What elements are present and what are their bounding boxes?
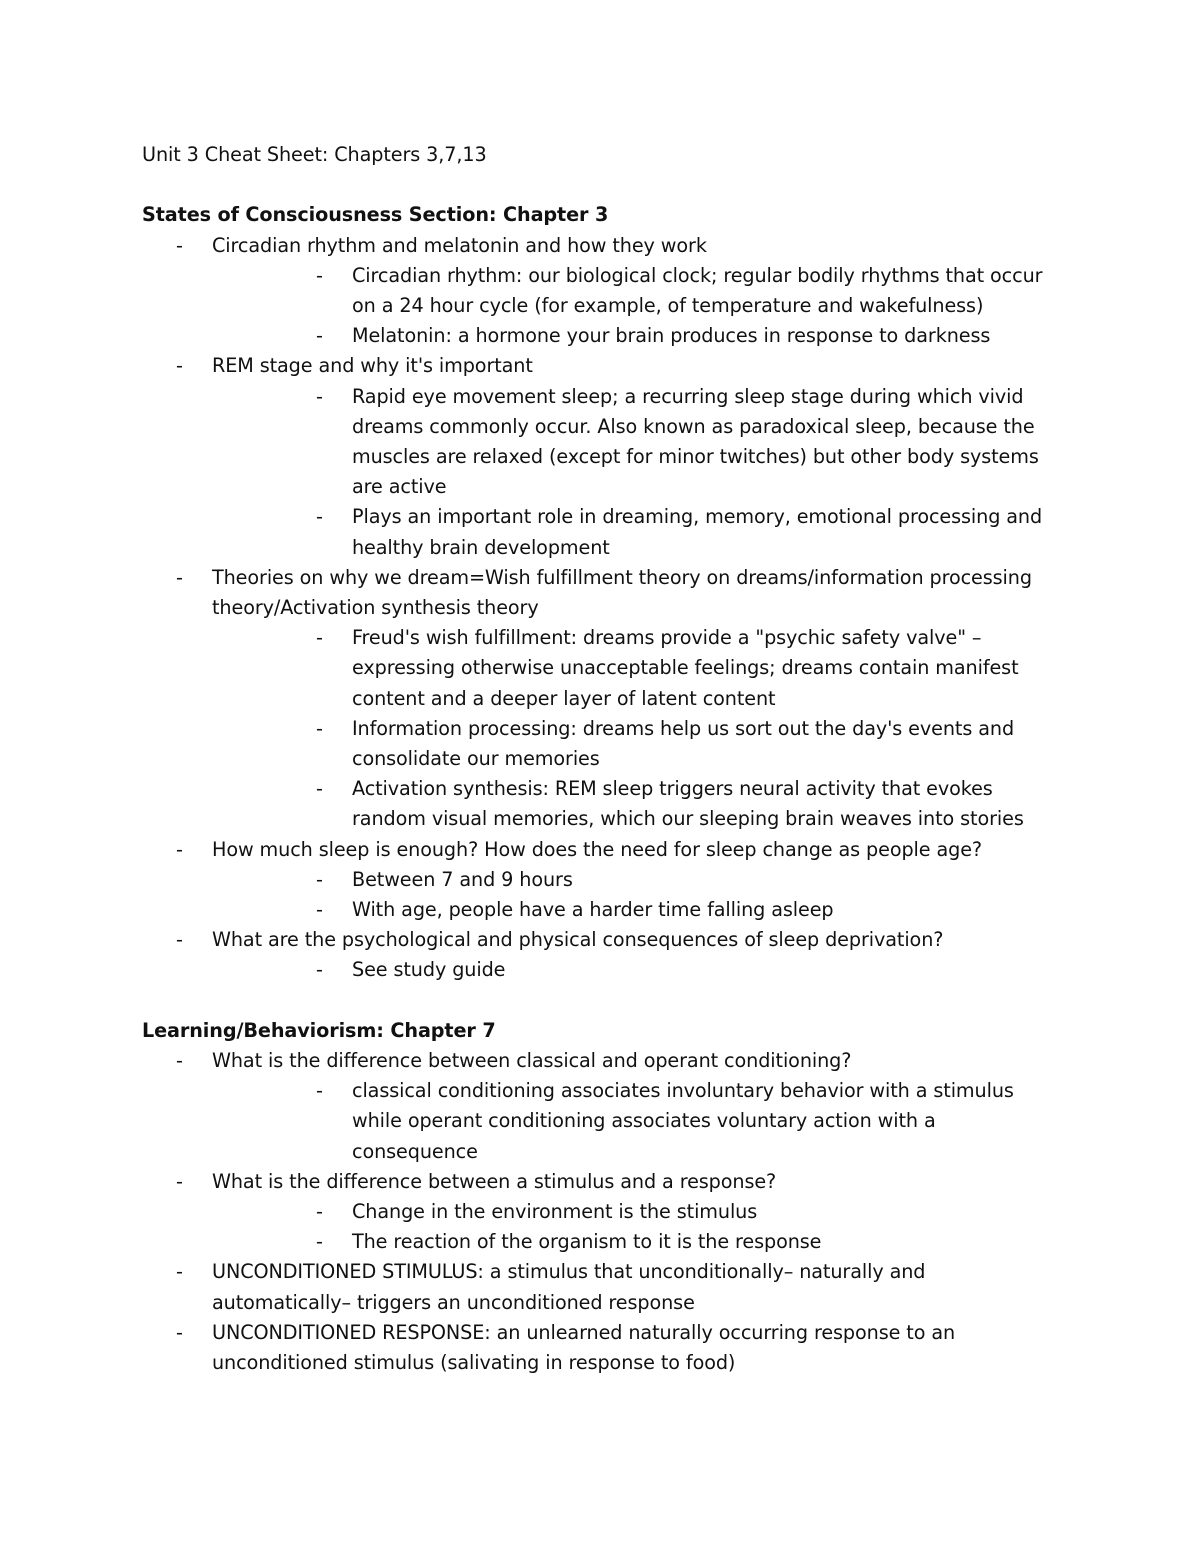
sub-list-item <box>212 321 1062 351</box>
list-item-text: What are the psychological and physical consequences of sleep deprivation? <box>212 928 944 952</box>
sub-bullet-list <box>282 623 1062 834</box>
sub-list-item <box>212 774 1062 834</box>
list-item <box>142 231 1062 352</box>
list-item-text: Theories on why we dream=Wish fulfillment theory on dreams/information processing theory/Activation synthesis theory <box>212 565 1032 620</box>
sub-list-item-text: Melatonin: a hormone your brain produces in response to darkness <box>352 324 991 348</box>
dash-bullet: - <box>176 837 183 861</box>
spacer <box>142 170 1062 200</box>
sub-list-item-text: See study guide <box>352 958 506 982</box>
sub-list-item-text: Rapid eye movement sleep; a recurring sleep stage during which vivid dreams commonly occur. Also known as paradoxical sleep, because the muscles are relaxed (except for minor twitches) but other body systems are active <box>352 384 1039 499</box>
dash-bullet: - <box>176 1169 183 1193</box>
list-item-text: What is the difference between a stimulus and a response? <box>212 1169 777 1193</box>
section-heading: Learning/Behaviorism: Chapter 7 <box>142 1018 496 1042</box>
dash-bullet: - <box>176 928 183 952</box>
dash-bullet: - <box>316 1230 323 1254</box>
sub-list-item <box>212 1197 1062 1227</box>
dash-bullet: - <box>316 324 323 348</box>
section-heading: States of Consciousness Section: Chapter 3 <box>142 203 609 227</box>
sub-bullet-list <box>282 955 1062 985</box>
list-item <box>142 1318 1062 1378</box>
sub-list-item <box>212 1076 1062 1167</box>
dash-bullet: - <box>176 565 183 589</box>
dash-bullet: - <box>316 898 323 922</box>
dash-bullet: - <box>316 867 323 891</box>
dash-bullet: - <box>316 505 323 529</box>
sub-list-item <box>212 714 1062 774</box>
section-consciousness <box>142 200 1062 985</box>
list-item <box>142 1046 1062 1167</box>
sub-list-item <box>212 1227 1062 1257</box>
sub-list-item-text: Change in the environment is the stimulus <box>352 1200 758 1224</box>
list-item <box>142 1167 1062 1258</box>
list-item <box>142 1257 1062 1317</box>
sub-list-item-text: Plays an important role in dreaming, memory, emotional processing and healthy brain development <box>352 505 1043 559</box>
list-item-text: Circadian rhythm and melatonin and how they work <box>212 233 707 257</box>
sub-bullet-list <box>282 261 1062 352</box>
sub-bullet-list <box>282 865 1062 925</box>
dash-bullet: - <box>176 1049 183 1073</box>
list-item-text: What is the difference between classical and operant conditioning? <box>212 1049 852 1073</box>
sub-list-item <box>212 623 1062 714</box>
sub-bullet-list <box>282 1076 1062 1167</box>
dash-bullet: - <box>316 1079 323 1103</box>
section-learning <box>142 1016 1062 1378</box>
sub-list-item <box>212 382 1062 503</box>
sub-bullet-list <box>282 382 1062 563</box>
sub-list-item <box>212 261 1062 321</box>
list-item <box>142 835 1062 926</box>
dash-bullet: - <box>316 626 323 650</box>
dash-bullet: - <box>316 777 323 801</box>
dash-bullet: - <box>316 263 323 287</box>
sub-list-item-text: Between 7 and 9 hours <box>352 867 573 891</box>
sub-list-item <box>212 865 1062 895</box>
dash-bullet: - <box>316 384 323 408</box>
dash-bullet: - <box>316 1200 323 1224</box>
list-item <box>142 925 1062 985</box>
sub-list-item <box>212 502 1062 562</box>
dash-bullet: - <box>316 958 323 982</box>
list-item <box>142 563 1062 835</box>
bullet-list <box>142 1046 1062 1378</box>
sub-list-item <box>212 895 1062 925</box>
list-item <box>142 351 1062 562</box>
sub-list-item-text: classical conditioning associates involuntary behavior with a stimulus while operant conditioning associates voluntary action with a consequence <box>352 1079 1014 1163</box>
list-item-text: How much sleep is enough? How does the need for sleep change as people age? <box>212 837 982 861</box>
dash-bullet: - <box>176 233 183 257</box>
document-page <box>142 140 1062 1378</box>
list-item-text: UNCONDITIONED STIMULUS: a stimulus that unconditionally– naturally and automatically– triggers an unconditioned response <box>212 1260 926 1314</box>
dash-bullet: - <box>176 1260 183 1284</box>
document-title: Unit 3 Cheat Sheet: Chapters 3,7,13 <box>142 143 487 166</box>
dash-bullet: - <box>316 716 323 740</box>
list-item-text: REM stage and why it's important <box>212 354 533 378</box>
spacer <box>142 986 1062 1016</box>
sub-bullet-list <box>282 1197 1062 1257</box>
bullet-list <box>142 231 1062 986</box>
sub-list-item-text: Information processing: dreams help us sort out the day's events and consolidate our memories <box>352 716 1015 771</box>
sub-list-item-text: Circadian rhythm: our biological clock; regular bodily rhythms that occur on a 24 hour cycle (for example, of temperature and wakefulness) <box>352 263 1043 317</box>
list-item-text: UNCONDITIONED RESPONSE: an unlearned naturally occurring response to an unconditioned stimulus (salivating in response to food) <box>212 1320 956 1375</box>
sub-list-item <box>212 955 1062 985</box>
dash-bullet: - <box>176 354 183 378</box>
sub-list-item-text: With age, people have a harder time falling asleep <box>352 898 834 922</box>
sub-list-item-text: Freud's wish fulfillment: dreams provide a "psychic safety valve" – expressing otherwise unacceptable feelings; dreams contain manifest content and a deeper layer of latent content <box>352 626 1019 710</box>
sub-list-item-text: Activation synthesis: REM sleep triggers neural activity that evokes random visual memories, which our sleeping brain weaves into stories <box>352 777 1024 831</box>
sub-list-item-text: The reaction of the organism to it is the response <box>352 1230 822 1254</box>
dash-bullet: - <box>176 1320 183 1344</box>
